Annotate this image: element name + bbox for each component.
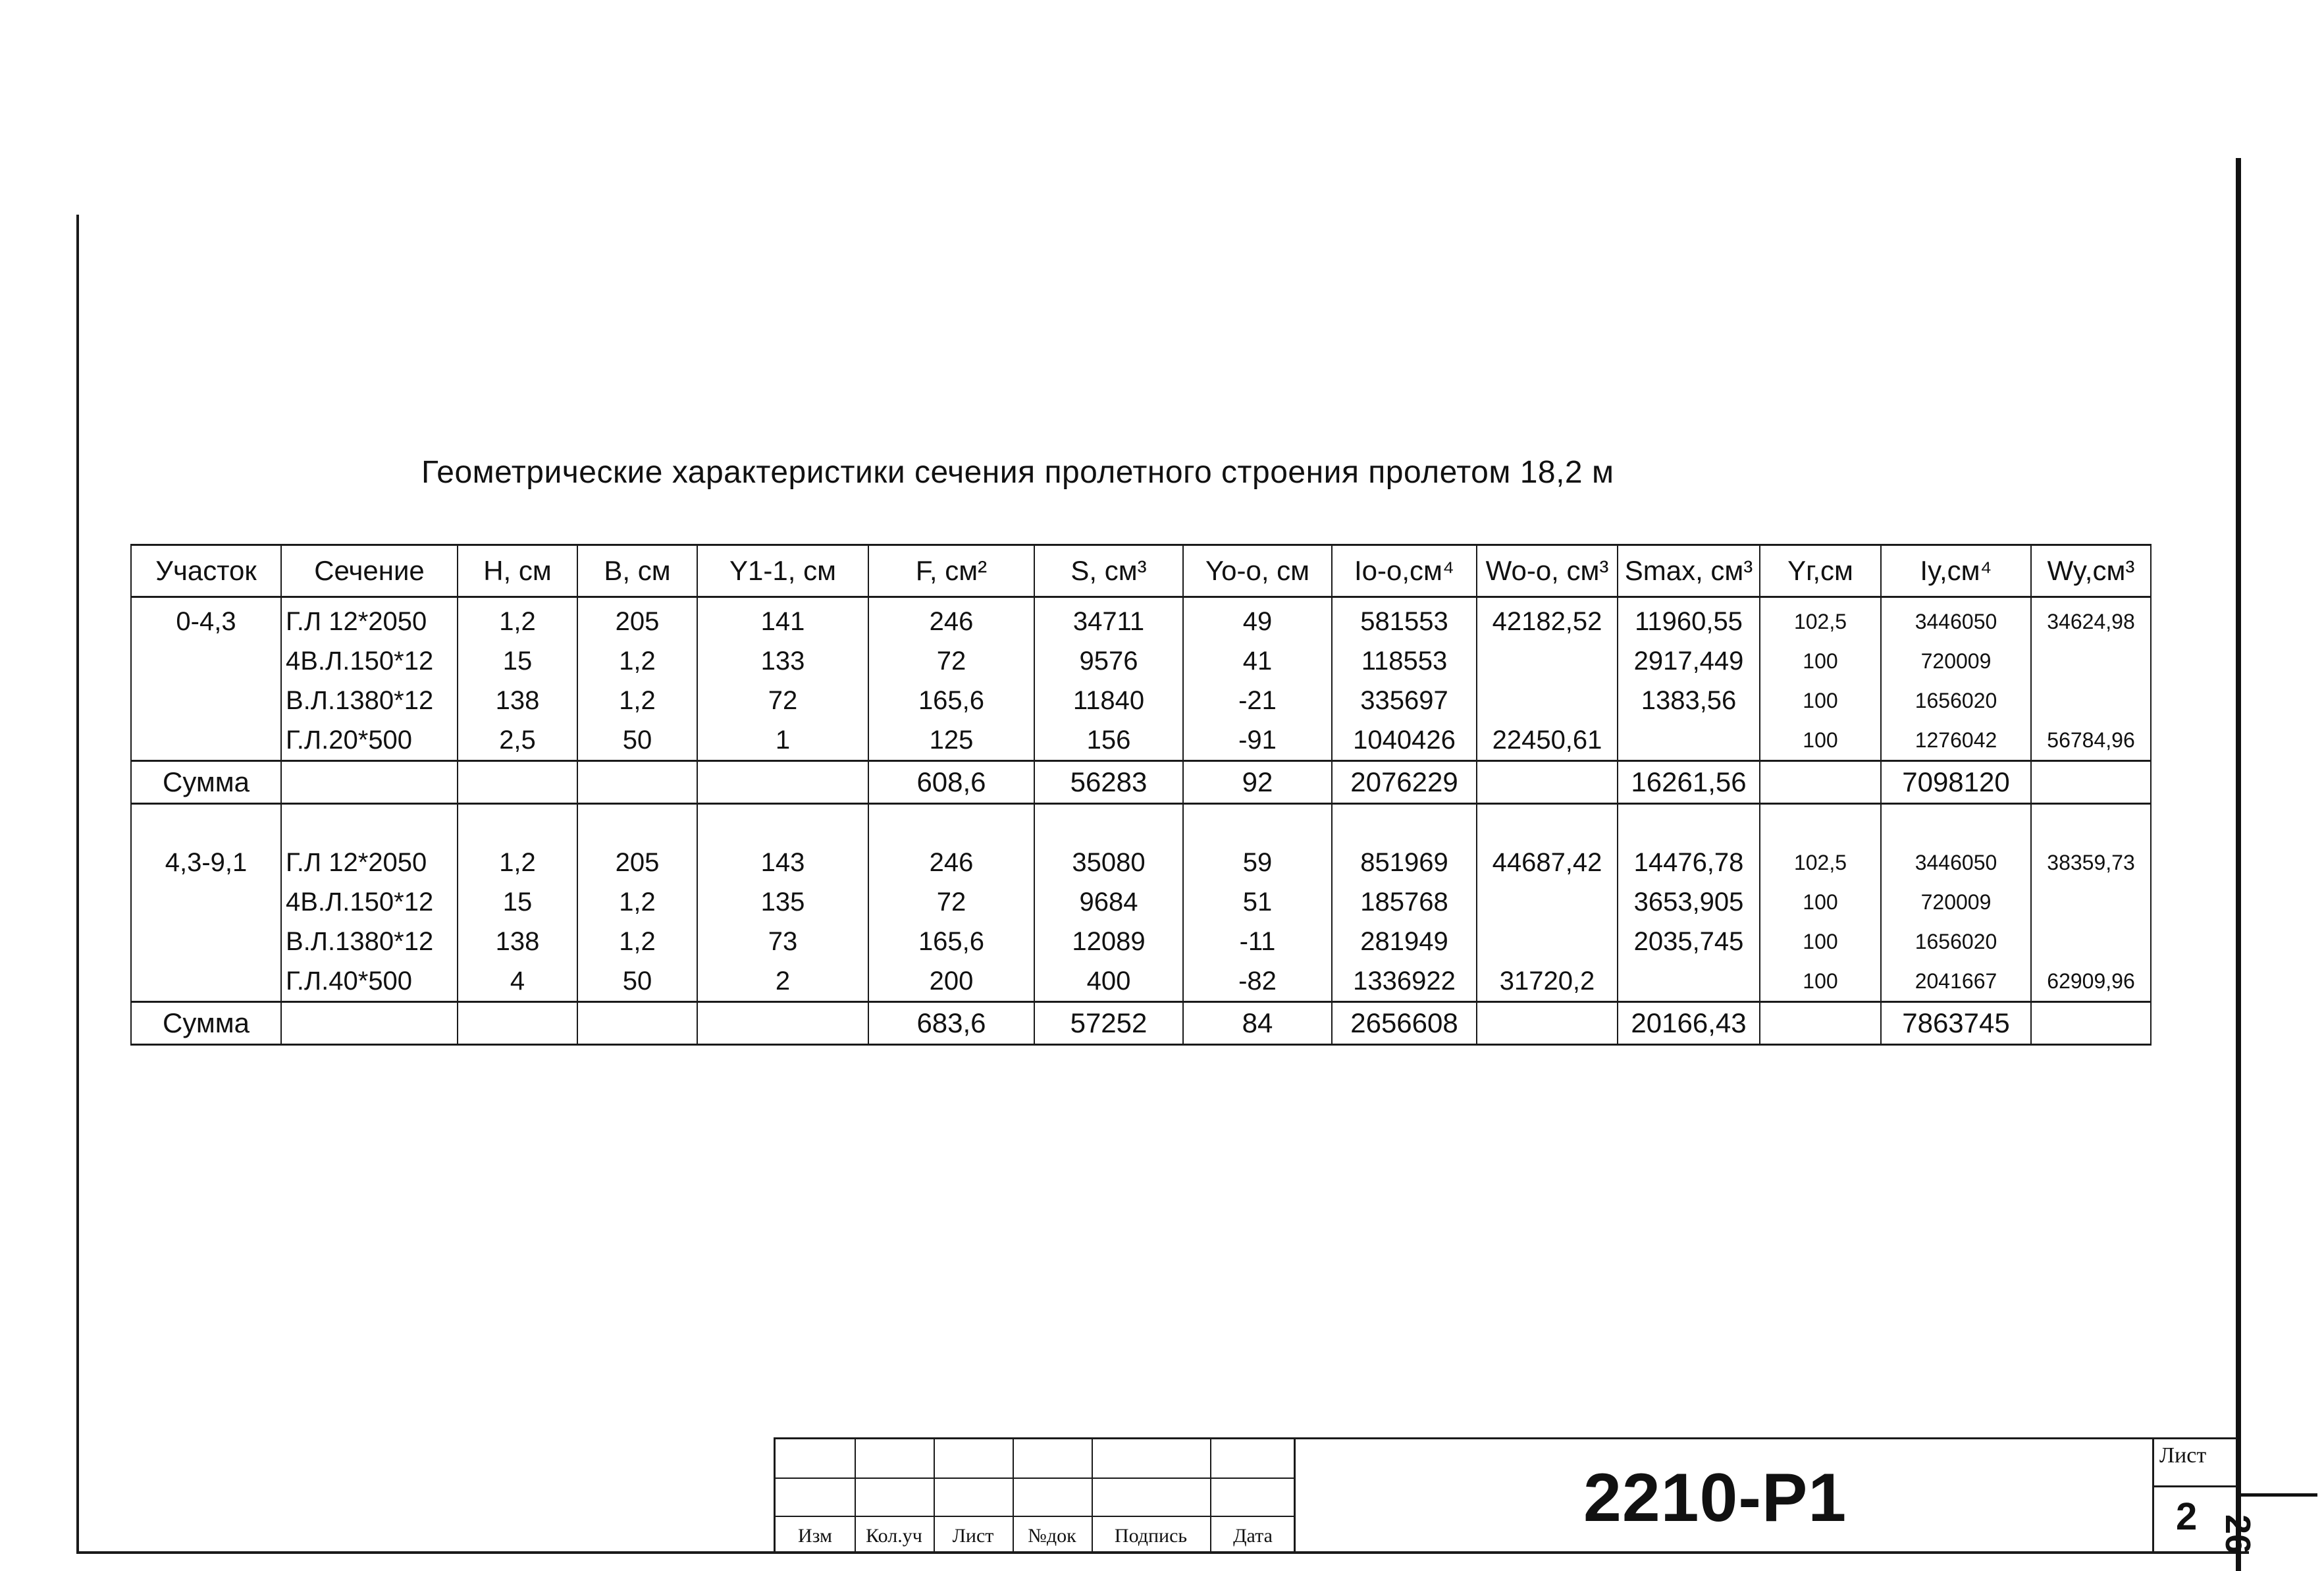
header-cell: Io-o,см⁴: [1332, 545, 1477, 597]
cell: Г.Л.40*500: [281, 961, 458, 1002]
cell: 72: [868, 882, 1034, 922]
cell: 246: [868, 597, 1034, 642]
cell: 102,5: [1760, 843, 1881, 882]
cell: 2: [697, 961, 868, 1002]
cell: 9684: [1034, 882, 1183, 922]
cell: 851969: [1332, 843, 1477, 882]
cell: 135: [697, 882, 868, 922]
cell: 57252: [1034, 1002, 1183, 1045]
cell: 1,2: [458, 843, 577, 882]
header-cell: Участок: [131, 545, 281, 597]
cell: 4В.Л.150*12: [281, 641, 458, 681]
cell: [2031, 804, 2151, 843]
cell: [577, 804, 697, 843]
cell: [1034, 804, 1183, 843]
cell: 125: [868, 720, 1034, 761]
cell: 44687,42: [1477, 843, 1618, 882]
cell: 143: [697, 843, 868, 882]
edge-tick: [2238, 1493, 2317, 1497]
cell: [2031, 761, 2151, 804]
document-code: 2210-Р1: [1583, 1460, 1847, 1536]
cell: 133: [697, 641, 868, 681]
cell: 100: [1760, 641, 1881, 681]
page-edge-number: 26: [2218, 1514, 2258, 1555]
cell: 7863745: [1881, 1002, 2031, 1045]
table-row: [131, 681, 2151, 720]
cell: 72: [868, 641, 1034, 681]
cell: -11: [1183, 922, 1332, 961]
cell: [131, 720, 281, 761]
cell: [1881, 804, 2031, 843]
table-row: [131, 922, 2151, 961]
header-cell: Y1-1, см: [697, 545, 868, 597]
cell: 683,6: [868, 1002, 1034, 1045]
cell: 100: [1760, 720, 1881, 761]
cell: [697, 804, 868, 843]
revision-grid: [774, 1439, 1296, 1553]
cell: 2,5: [458, 720, 577, 761]
cell: 581553: [1332, 597, 1477, 642]
document-title: Геометрические характеристики сечения пролетного строения пролетом 18,2 м: [421, 455, 1614, 490]
cell: 100: [1760, 961, 1881, 1002]
cell: [281, 761, 458, 804]
cell: 118553: [1332, 641, 1477, 681]
cell: 11960,55: [1618, 597, 1760, 642]
header-cell: Yo-o, см: [1183, 545, 1332, 597]
cell: 102,5: [1760, 597, 1881, 642]
sheet-cell-divider: [2152, 1439, 2154, 1553]
cell: 2917,449: [1618, 641, 1760, 681]
header-cell: Wo-o, см³: [1477, 545, 1618, 597]
table-header-row: [131, 545, 2151, 597]
cell: -91: [1183, 720, 1332, 761]
cell: 200: [868, 961, 1034, 1002]
cell: 34711: [1034, 597, 1183, 642]
sum-row: [131, 761, 2151, 804]
table-row: [131, 961, 2151, 1002]
cell: 14476,78: [1618, 843, 1760, 882]
cell: [2031, 882, 2151, 922]
cell: Г.Л 12*2050: [281, 843, 458, 882]
cell: [458, 761, 577, 804]
cell: [1760, 1002, 1881, 1045]
cell: 205: [577, 597, 697, 642]
cell: [1760, 761, 1881, 804]
cell: [2031, 681, 2151, 720]
cell: [577, 761, 697, 804]
label-ndok: №док: [1028, 1525, 1076, 1547]
spacer-row: [131, 804, 2151, 843]
cell: 50: [577, 961, 697, 1002]
cell: 4: [458, 961, 577, 1002]
cell: 41: [1183, 641, 1332, 681]
cell: [1477, 1002, 1618, 1045]
header-cell: Smax, см³: [1618, 545, 1760, 597]
cell: [131, 641, 281, 681]
header-cell: Wy,см³: [2031, 545, 2151, 597]
header-cell: Iy,см⁴: [1881, 545, 2031, 597]
header-cell: В, см: [577, 545, 697, 597]
cell: 35080: [1034, 843, 1183, 882]
header-cell: Н, см: [458, 545, 577, 597]
cell: [1477, 922, 1618, 961]
cell: 49: [1183, 597, 1332, 642]
cell: 38359,73: [2031, 843, 2151, 882]
cell: [131, 922, 281, 961]
table-row: [131, 720, 2151, 761]
cell: [131, 681, 281, 720]
cell: 720009: [1881, 882, 2031, 922]
section-name: 4,3-9,1: [131, 843, 281, 882]
table-row: [131, 597, 2151, 642]
cell: [1477, 882, 1618, 922]
cell: 73: [697, 922, 868, 961]
cell: 1,2: [577, 641, 697, 681]
table-row: [131, 843, 2151, 882]
cell: [1618, 961, 1760, 1002]
cell: [697, 761, 868, 804]
cell: [2031, 1002, 2151, 1045]
title-block-divider: [1294, 1439, 1296, 1553]
cell: 3446050: [1881, 843, 2031, 882]
cell: [2031, 641, 2151, 681]
cell: 100: [1760, 882, 1881, 922]
cell: 1,2: [577, 681, 697, 720]
cell: 11840: [1034, 681, 1183, 720]
title-block: [774, 1437, 2236, 1553]
cell: 72: [697, 681, 868, 720]
cell: 2076229: [1332, 761, 1477, 804]
label-podpis: Подпись: [1114, 1525, 1188, 1547]
cell: Г.Л 12*2050: [281, 597, 458, 642]
cell: 3653,905: [1618, 882, 1760, 922]
cell: 42182,52: [1477, 597, 1618, 642]
cell: [131, 804, 281, 843]
cell: 138: [458, 681, 577, 720]
cell: 2041667: [1881, 961, 2031, 1002]
cell: 34624,98: [2031, 597, 2151, 642]
cell: 100: [1760, 922, 1881, 961]
cell: 1276042: [1881, 720, 2031, 761]
cell: [458, 1002, 577, 1045]
sum-label: Сумма: [131, 1002, 281, 1045]
cell: 185768: [1332, 882, 1477, 922]
frame-left-border: [76, 215, 79, 1551]
cell: [1477, 641, 1618, 681]
header-cell: Сечение: [281, 545, 458, 597]
grid-line: [776, 1516, 1296, 1517]
cell: 15: [458, 641, 577, 681]
cell: [577, 1002, 697, 1045]
cell: 281949: [1332, 922, 1477, 961]
cell: 165,6: [868, 922, 1034, 961]
cell: 138: [458, 922, 577, 961]
cell: 51: [1183, 882, 1332, 922]
cell: [131, 961, 281, 1002]
cell: [1477, 681, 1618, 720]
cell: 1383,56: [1618, 681, 1760, 720]
cell: В.Л.1380*12: [281, 681, 458, 720]
header-cell: F, см²: [868, 545, 1034, 597]
header-cell: Yг,см: [1760, 545, 1881, 597]
cell: [281, 804, 458, 843]
cell: [1477, 804, 1618, 843]
sum-label: Сумма: [131, 761, 281, 804]
cell: 1336922: [1332, 961, 1477, 1002]
cell: 205: [577, 843, 697, 882]
grid-line: [776, 1478, 1296, 1479]
cell: 12089: [1034, 922, 1183, 961]
cell: В.Л.1380*12: [281, 922, 458, 961]
cell: 15: [458, 882, 577, 922]
cell: 1,2: [577, 882, 697, 922]
cell: -82: [1183, 961, 1332, 1002]
cell: 50: [577, 720, 697, 761]
cell: 1: [697, 720, 868, 761]
sheet-cell-line: [2152, 1485, 2236, 1487]
cell: 141: [697, 597, 868, 642]
cell: 156: [1034, 720, 1183, 761]
sheet-number: 2: [2176, 1495, 2198, 1538]
cell: -21: [1183, 681, 1332, 720]
label-kol-uch: Кол.уч: [866, 1525, 922, 1547]
sheet-label: Лист: [2159, 1443, 2207, 1468]
cell: 56283: [1034, 761, 1183, 804]
cell: [1760, 804, 1881, 843]
cell: 165,6: [868, 681, 1034, 720]
cell: 335697: [1332, 681, 1477, 720]
label-izm: Изм: [797, 1525, 833, 1547]
cell: 2035,745: [1618, 922, 1760, 961]
cell: 1656020: [1881, 922, 2031, 961]
cell: Г.Л.20*500: [281, 720, 458, 761]
cell: 59: [1183, 843, 1332, 882]
table-row: [131, 882, 2151, 922]
cell: 92: [1183, 761, 1332, 804]
label-data: Дата: [1233, 1525, 1273, 1547]
cell: 56784,96: [2031, 720, 2151, 761]
cell: 16261,56: [1618, 761, 1760, 804]
cell: 608,6: [868, 761, 1034, 804]
label-list: Лист: [952, 1525, 994, 1547]
cell: [458, 804, 577, 843]
cell: [1618, 804, 1760, 843]
cell: [2031, 922, 2151, 961]
cell: 31720,2: [1477, 961, 1618, 1002]
table-row: [131, 641, 2151, 681]
cell: [1477, 761, 1618, 804]
cell: 62909,96: [2031, 961, 2151, 1002]
cell: [1332, 804, 1477, 843]
cell: [868, 804, 1034, 843]
cell: 400: [1034, 961, 1183, 1002]
cell: 22450,61: [1477, 720, 1618, 761]
cell: 7098120: [1881, 761, 2031, 804]
cell: 1656020: [1881, 681, 2031, 720]
cell: 1,2: [577, 922, 697, 961]
cell: [131, 882, 281, 922]
sum-row: [131, 1002, 2151, 1045]
cell: 3446050: [1881, 597, 2031, 642]
cell: 1,2: [458, 597, 577, 642]
cell: 1040426: [1332, 720, 1477, 761]
geometry-table: [130, 544, 2152, 1046]
cell: 720009: [1881, 641, 2031, 681]
cell: 4В.Л.150*12: [281, 882, 458, 922]
cell: 84: [1183, 1002, 1332, 1045]
cell: 100: [1760, 681, 1881, 720]
cell: 246: [868, 843, 1034, 882]
frame-right-border: [2236, 158, 2241, 1571]
cell: [281, 1002, 458, 1045]
header-cell: S, см³: [1034, 545, 1183, 597]
cell: 20166,43: [1618, 1002, 1760, 1045]
cell: 2656608: [1332, 1002, 1477, 1045]
cell: 9576: [1034, 641, 1183, 681]
cell: [697, 1002, 868, 1045]
section-name: 0-4,3: [131, 597, 281, 642]
cell: [1183, 804, 1332, 843]
cell: [1618, 720, 1760, 761]
